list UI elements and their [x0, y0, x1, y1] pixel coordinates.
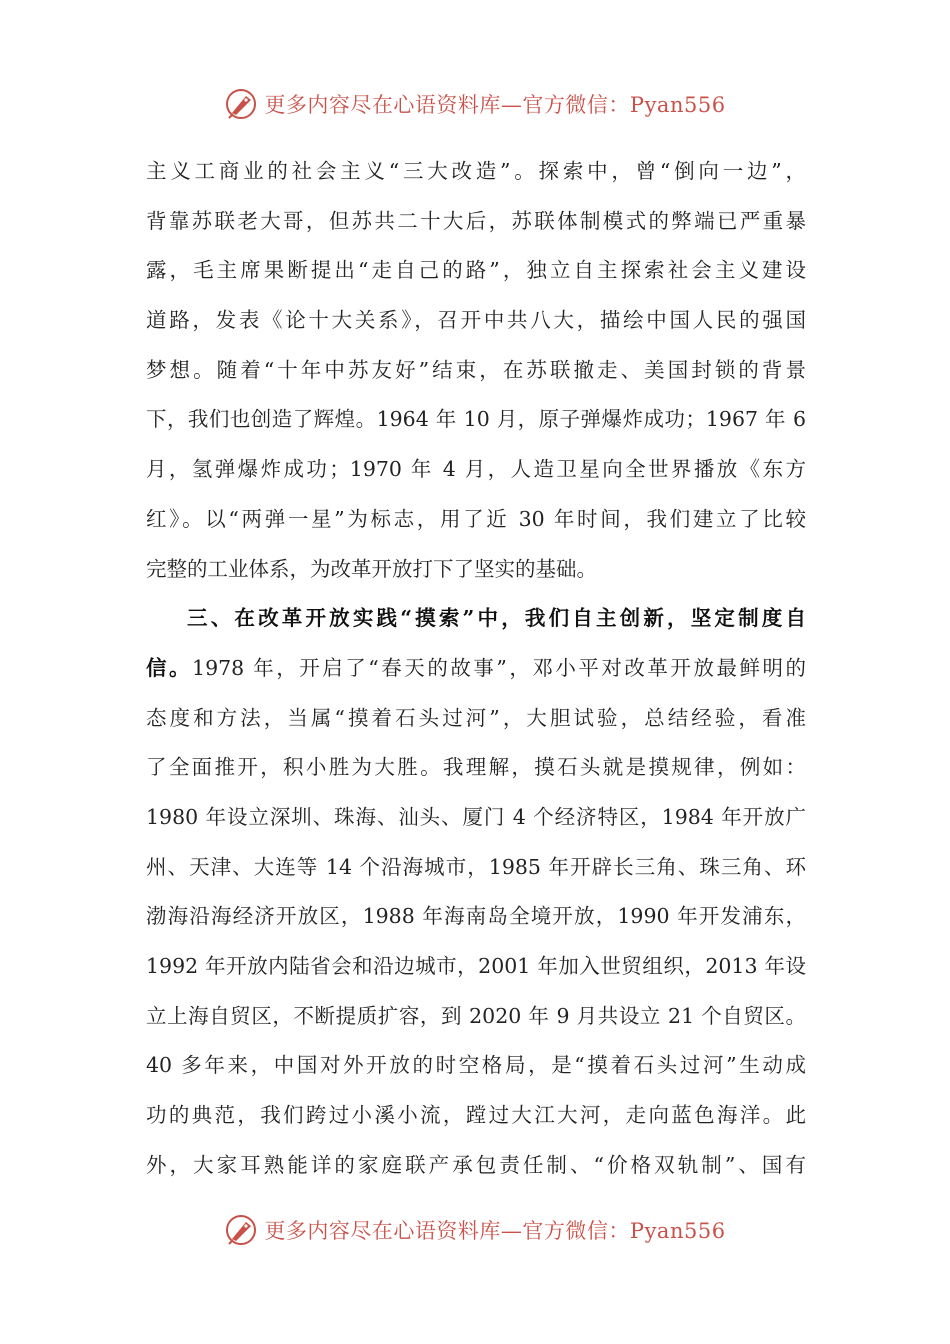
paragraph-line: 1980 年设立深圳、珠海、汕头、厦门 4 个经济特区，1984 年开放广 [146, 804, 806, 829]
paragraph-line: 下，我们也创造了辉煌。1964 年 10 月，原子弹爆炸成功；1967 年 6 [146, 407, 806, 432]
watermark-text: 更多内容尽在心语资料库—官方微信：Pyan556 [264, 93, 726, 117]
paragraph-line: 道路，发表《论十大关系》，召开中共八大，描绘中国人民的强国 [146, 308, 806, 333]
paragraph-line: 渤海沿海经济开放区，1988 年海南岛全境开放，1990 年开发浦东， [146, 904, 806, 929]
document-body [146, 147, 806, 1190]
paragraph-line: 态度和方法，当属“摸着石头过河”，大胆试验，总结经验，看准 [146, 705, 806, 730]
section-heading-end: 信。 [146, 655, 193, 680]
paragraph-line: 1992 年开放内陆省会和沿边城市，2001 年加入世贸组织，2013 年设 [146, 954, 806, 978]
pen-nib-logo-icon [224, 1213, 258, 1247]
footer-watermark [0, 1210, 950, 1250]
paragraph-reform-opening [146, 694, 806, 1191]
paragraph-line: 立上海自贸区，不断提质扩容，到 2020 年 9 月共设立 21 个自贸区。 [146, 1003, 806, 1028]
paragraph-line [146, 644, 806, 694]
paragraph-line: 背靠苏联老大哥，但苏共二十大后，苏联体制模式的弊端已严重暴 [146, 208, 806, 233]
paragraph-line: 梦想。随着“十年中苏友好”结束，在苏联撤走、美国封锁的背景 [146, 357, 806, 382]
paragraph-line: 月，氢弹爆炸成功；1970 年 4 月，人造卫星向全世界播放《东方 [146, 457, 806, 482]
section-heading: 三、在改革开放实践“摸索”中，我们自主创新，坚定制度自 [187, 606, 806, 631]
paragraph-text: 1978 年，开启了“春天的故事”，邓小平对改革开放最鲜明的 [192, 655, 806, 680]
paragraph-two-bombs-one-satellite [146, 147, 806, 594]
paragraph-line: 红》。以“两弹一星”为标志，用了近 30 年时间，我们建立了比较 [146, 506, 806, 531]
paragraph-line: 了全面推开，积小胜为大胜。我理解，摸石头就是摸规律，例如： [146, 755, 806, 780]
paragraph-line: 40 多年来，中国对外开放的时空格局，是“摸着石头过河”生动成 [146, 1053, 806, 1078]
paragraph-line: 州、天津、大连等 14 个沿海城市，1985 年开辟长三角、珠三角、环 [146, 854, 806, 879]
section-heading-line [146, 594, 806, 644]
watermark-text: 更多内容尽在心语资料库—官方微信：Pyan556 [264, 1219, 726, 1243]
paragraph-line: 外，大家耳熟能详的家庭联产承包责任制、“价格双轨制”、国有 [146, 1152, 806, 1177]
pen-nib-logo-icon [224, 87, 258, 121]
paragraph-line: 主义工商业的社会主义“三大改造”。探索中，曾“倒向一边”， [146, 159, 806, 183]
paragraph-line: 功的典范，我们跨过小溪小流，蹚过大江大河，走向蓝色海洋。此 [146, 1103, 806, 1128]
header-watermark [0, 84, 950, 124]
paragraph-line: 完整的工业体系，为改革开放打下了坚实的基础。 [146, 556, 597, 581]
paragraph-line: 露，毛主席果断提出“走自己的路”，独立自主探索社会主义建设 [146, 258, 806, 283]
